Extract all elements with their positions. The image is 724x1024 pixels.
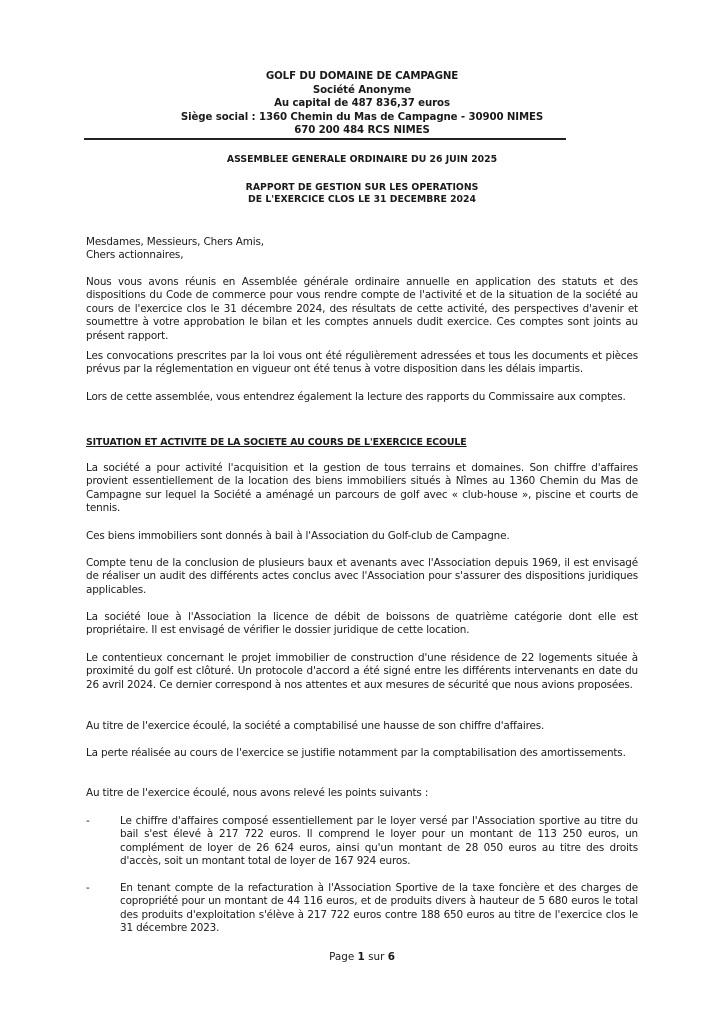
section-paragraph-8: [86, 787, 638, 800]
paragraph-text: Le contentieux concernant le projet immobilier de construction d'une résidence de 22 logements située à proximité du golf est clôturé. Un protocole d'accord a été signé entre les différents intervenants en date du 26 avril 2024. Ce dernier correspond à nos attentes et aux mesures de sécurité que nous avions proposées.: [86, 652, 638, 691]
section-paragraph-3: [86, 557, 638, 597]
page-label: Page: [329, 951, 355, 963]
salutation-line-2: Chers actionnaires,: [86, 249, 184, 262]
legal-form: Société Anonyme: [312, 84, 412, 96]
section-paragraph-2: [86, 530, 638, 543]
rcs-number: 670 200 484 RCS NIMES: [294, 125, 430, 136]
bullet-marker: -: [86, 882, 90, 894]
bullet-text: En tenant compte de la refacturation à l'Association Sportive de la taxe foncière et des charges de copropriété pour un montant de 44 116 euros, et de produits divers à hauteur de 5 680 euros le total des produits d'exploitation s'élève à 217 722 euros contre 188 650 euros au titre de l'exercice clos le 31 décembre 2023.: [120, 882, 638, 935]
intro-paragraph-2: [86, 350, 638, 377]
header-divider: [84, 138, 566, 140]
salutation-line-1: Mesdames, Messieurs, Chers Amis,: [86, 236, 264, 248]
paragraph-text: La société a pour activité l'acquisition et la gestion de tous terrains et domaines. Son chiffre d'affaires provient essentiellement de la location des biens immobiliers situés à Nîmes au 1360 Chemin du Mas de Campagne sur lequel la Société a aménagé un parcours de golf avec « club-house », piscine et courts de tennis.: [86, 462, 638, 515]
paragraph-text: La perte réalisée au cours de l'exercice se justifie notamment par la comptabilisation des amortissements.: [86, 747, 626, 759]
paragraph-text: Compte tenu de la conclusion de plusieurs baux et avenants avec l'Association depuis 1969, il est envisagé de réaliser un audit des différents actes conclus avec l'Association pour s'assurer des dispositions juridiques applicables.: [86, 557, 638, 596]
company-header: [84, 70, 640, 138]
intro-paragraph-3: [86, 391, 638, 404]
section-paragraph-1: [86, 462, 638, 516]
report-title-line-1: RAPPORT DE GESTION SUR LES OPERATIONS: [245, 182, 479, 193]
bullet-item-2: [86, 882, 638, 936]
paragraph-text: Les convocations prescrites par la loi vous ont été régulièrement adressées et tous les documents et pièces prévus par la réglementation en vigueur ont été tenus à votre disposition dans les délais impartis.: [86, 350, 638, 376]
bullet-marker: -: [86, 815, 90, 827]
paragraph-text: La société loue à l'Association la licence de débit de boissons de quatrième catégorie dont elle est propriétaire. Il est envisagé de vérifier le dossier juridique de cette location.: [86, 611, 638, 637]
company-name: GOLF DU DOMAINE DE CAMPAGNE: [265, 71, 459, 82]
report-title: [84, 182, 640, 206]
of-label: sur: [368, 951, 385, 963]
meeting-title: [84, 154, 640, 166]
section-paragraph-4: [86, 611, 638, 638]
total-pages: 6: [387, 951, 395, 963]
section-heading: SITUATION ET ACTIVITE DE LA SOCIETE AU COURS DE L'EXERCICE ECOULE: [86, 437, 467, 448]
bullet-item-1: [86, 815, 638, 869]
share-capital: Au capital de 487 836,37 euros: [274, 98, 450, 109]
current-page-number: 1: [357, 951, 365, 963]
paragraph-text: Lors de cette assemblée, vous entendrez également la lecture des rapports du Commissaire aux comptes.: [86, 391, 626, 403]
paragraph-text: Au titre de l'exercice écoulé, la société a comptabilisé une hausse de son chiffre d'affaires.: [86, 720, 545, 732]
paragraph-text: Nous vous avons réunis en Assemblée générale ordinaire annuelle en application des statuts et des dispositions du Code de commerce pour vous rendre compte de l'activité et de la situation de la société au cours de l'exercice clos le 31 décembre 2024, des résultats de cette activité, des perspectives d'avenir et soumettre à votre approbation le bilan et les comptes annuels dudit exercice. Ces comptes sont joints au présent rapport.: [86, 276, 638, 342]
section-paragraph-5: [86, 652, 638, 692]
paragraph-text: Ces biens immobiliers sont donnés à bail à l'Association du Golf-club de Campagne.: [86, 530, 510, 542]
paragraph-text: Au titre de l'exercice écoulé, nous avons relevé les points suivants :: [86, 787, 429, 799]
section-paragraph-6: [86, 720, 638, 733]
registered-office: Siège social : 1360 Chemin du Mas de Campagne - 30900 NIMES: [180, 111, 544, 123]
salutation: [86, 236, 638, 263]
report-title-line-2: DE L'EXERCICE CLOS LE 31 DECEMBRE 2024: [248, 194, 476, 205]
intro-paragraph-1: [86, 276, 638, 343]
page-footer: [0, 951, 724, 963]
section-paragraph-7: [86, 747, 638, 760]
bullet-text: Le chiffre d'affaires composé essentiellement par le loyer versé par l'Association sportive au titre du bail s'est élevé à 217 722 euros. Il comprend le loyer pour un montant de 113 250 euros, un complément de loyer de 26 624 euros, ainsi qu'un montant de 28 050 euros au titre des droits d'accès, soit un montant total de loyer de 167 924 euros.: [120, 815, 638, 868]
meeting-title-text: ASSEMBLEE GENERALE ORDINAIRE DU 26 JUIN 2025: [226, 154, 498, 165]
